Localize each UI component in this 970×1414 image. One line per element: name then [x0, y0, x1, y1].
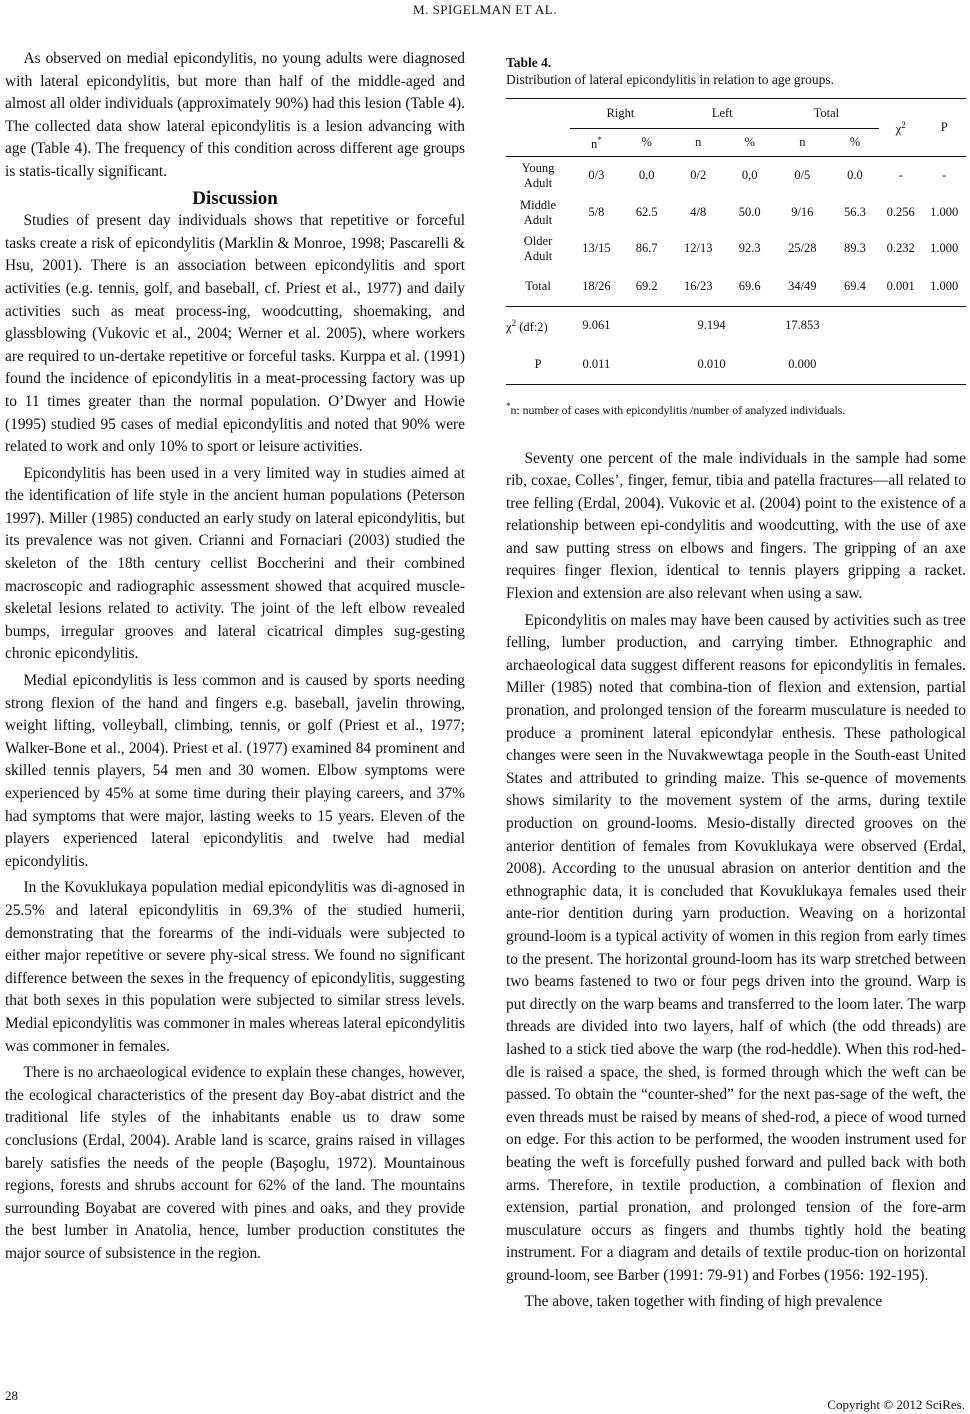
- table-cell: 0.000: [774, 345, 831, 385]
- table-cell: 12/13: [683, 241, 713, 256]
- table-title: Distribution of lateral epicondylitis in relation to age groups.: [506, 72, 835, 87]
- row-label: Middle Adult: [519, 197, 557, 227]
- paragraph: Epicondylitis has been used in a very limited way in studies aimed at the identification of life style in the ancient human populations (Peterson 1997). Miller (1985) conducted an early study on lateral epicondylitis, but its prevalence was not given. Crianni and Fornaciari (2003) studied the skeleton of the 18th century cellist Boccherini and their combined macroscopic and radiographic assessment showed that acquired muscle-skeletal lesions related to activity. The joint of the left elbow revealed bumps, irregular grooves and lateral cicatrical dimples sug-gesting chronic epicondylitis.: [5, 464, 465, 663]
- table-4: [506, 98, 966, 385]
- paragraph: There is no archaeological evidence to explain these changes, however, the ecological characteristics of the present day Boy-abat district and the traditional life styles of the inhabitants enable us to draw some conclusions (Erdal, 2004). Arable land is scarce, grains raised in villages barely satisfies the needs of the people (Başoglu, 1972). Mountainous regions, forests and shrubs account for 62% of the land. The mountains surrounding Boyabat are covered with pines and oaks, and they provide the best lumber in Anatolia, hence, lumber production constitutes the major source of subsistence in the region.: [5, 1064, 465, 1262]
- table-header-row: [506, 99, 966, 129]
- table-cell: 18/26: [570, 267, 623, 307]
- table-group-header: Right: [570, 99, 671, 129]
- row-label: $\chi^2$ (df:2): [506, 318, 548, 335]
- table-cell: 69.4: [831, 267, 879, 307]
- table-cell: 17.853: [785, 318, 820, 333]
- table-cell: 0.256: [886, 205, 915, 220]
- table-chi-row: [506, 307, 966, 345]
- table-chi-header: $\chi^2$: [879, 99, 922, 157]
- table-subheader: n: [671, 129, 726, 157]
- row-label: Total: [506, 267, 570, 307]
- table-cell: -: [898, 168, 903, 183]
- paragraph: Epicondylitis on males may have been caused by activities such as tree felling, lumber production, and carrying timber. Ethnographic and archaeological data suggest different reasons for epicondylitis in females. Miller (1985) noted that combina-tion of flexion and extension, partial pronation, and prolonged tension of the forearm musculature is needed to produce a prominent lateral epicondylar enthesis. These pathological changes were seen in the Nuvakwewtaga people in the South-east United States and attributed to grinding maize. This se-quence of movements shows similarity to the movement system of the arms, during textile production on ground-looms. Mesio-distally directed grooves on the anterior dentition of females from Kovuklukaya were observed (Erdal, 2008). According to the unusual abrasion on anterior dentition and the ethnographic data, it is concluded that Kovuklukaya females used their ante-rior dentition during yarn production. Weaving on a horizontal ground-loom is a typical activity of women in this region from early times to the present. The horizontal ground-loom has its warp stretched between two beams fastened to two or four pegs driven into the ground. Warp is put directly on the warp beams and transferred to the loom later. The warp threads are divided into two layers, half of which (the odd threads) are lashed to a stick tied above the warp (the rod-heddle). When this rod-hed-dle is raised a space, the shed, is formed through which the weft can be passed. To obtain the “counter-shed” for the next pas-sage of the weft, the even threads must be raised by means of shed-rod, a piece of wood turned on edge. For this action to be performed, the wooden instrument used for beating the weft is forcefully pushed forward and pulled back with both arms. Therefore, in textile production, a combination of flexion and extension, partial pronation, and prolonged tension of the fore-arm musculature occurs as fingers and thumbs tightly hold the beating instrument. For a diagram and details of textile produc-tion on horizontal ground-loom, see Barber (1991: 79-91) and Forbes (1956: 192-195).: [506, 611, 966, 1284]
- table-cell: 1.000: [922, 267, 966, 307]
- table-cell: 86.7: [635, 241, 658, 256]
- table-subheader: %: [831, 129, 879, 157]
- table-cell: 1.000: [930, 241, 959, 256]
- table-cell: 69.2: [623, 267, 671, 307]
- table-cell: 0,0: [638, 168, 655, 183]
- table-cell: 13/15: [582, 241, 611, 256]
- table-cell: 89.3: [844, 241, 866, 256]
- table-cell: -: [942, 168, 947, 183]
- row-label: P: [506, 345, 570, 385]
- table-cell: 0/5: [794, 168, 811, 183]
- table-cell: 69.6: [726, 267, 774, 307]
- paragraph: Medial epicondylitis is less common and is caused by sports needing strong flexion of the hand and fingers e.g. baseball, javelin throwing, weight lifting, volleyball, climbing, tennis, or golf (Priest et al., 1977; Walker-Bone et al., 2004). Priest et al. (1977) examined 84 prominent and skilled tennis players, 54 men and 30 women. Elbow symptoms were experienced by 45% at some time during their playing careers, and 37% had symptoms that were major, lasting weeks to 15 years. Eleven of the players experienced lateral epicondylitis and twelve had medial epicondylitis.: [5, 672, 465, 870]
- table-number: Table 4.: [506, 55, 552, 70]
- table-cell: 4/8: [690, 205, 707, 220]
- paragraph: Seventy one percent of the male individuals in the sample had some rib, coxae, Colles’, finger, femur, tibia and patella fractures—all related to tree felling (Erdal, 2004). Vukovic et al. (2004) point to the existence of a relationship between epi-condylitis and woodcutting, with the use of axe and saw putting stress on elbows and fingers. The gripping of an axe requires finger flexion, identical to tennis players gripping a racket. Flexion and extension are also relevant when using a saw.: [506, 449, 966, 603]
- section-heading-discussion: Discussion: [192, 187, 278, 209]
- table-subheader: %: [623, 129, 671, 157]
- table-caption: [506, 54, 966, 88]
- table-row: [506, 157, 966, 195]
- copyright-notice: Copyright © 2012 SciRes.: [827, 1397, 965, 1412]
- table-footnote: *n: number of cases with epicondylitis /number of analyzed individuals.: [506, 401, 846, 417]
- table-cell: 9.061: [582, 318, 611, 333]
- table-row-total: [506, 267, 966, 307]
- table-cell: 0/2: [690, 168, 707, 183]
- table-cell: 0.010: [671, 345, 726, 385]
- table-subheader: n*: [570, 129, 623, 157]
- table-cell: 9/16: [791, 205, 814, 220]
- page-number: 28: [5, 1388, 18, 1403]
- table-cell: 34/49: [774, 267, 831, 307]
- table-cell: 56.3: [844, 205, 866, 220]
- table-cell: 0.001: [879, 267, 922, 307]
- table-cell: 92.3: [738, 241, 761, 256]
- table-cell: 0/3: [588, 168, 605, 183]
- table-p-row: [506, 345, 966, 385]
- table-subheader: n: [774, 129, 831, 157]
- table-cell: 0,0: [741, 168, 758, 183]
- table-row: [506, 231, 966, 267]
- row-label: Older Adult: [523, 233, 553, 263]
- table-cell: 16/23: [671, 267, 726, 307]
- table-p-header: P: [922, 99, 966, 157]
- table-group-header: Left: [671, 99, 774, 129]
- table-cell: 0.232: [886, 241, 915, 256]
- table-cell: 0.011: [570, 345, 623, 385]
- running-header: M. SPIGELMAN ET AL.: [413, 2, 557, 17]
- table-cell: 5/8: [588, 205, 605, 220]
- table-cell: 50.0: [738, 205, 761, 220]
- table-group-header: Total: [774, 99, 879, 129]
- right-column: [506, 54, 966, 1314]
- table-cell: 25/28: [788, 241, 817, 256]
- table-cell: 1.000: [930, 205, 959, 220]
- table-cell: 62.5: [635, 205, 658, 220]
- paragraph: As observed on medial epicondylitis, no young adults were diagnosed with lateral epicondylitis, but more than half of the middle-aged and almost all older individuals (approximately 90%) had this lesion (Table 4). The collected data show lateral epicondylitis is a lesion advancing with age (Table 4). The frequency of this condition across different age groups is statis-tically significant.: [5, 50, 465, 180]
- paragraph: In the Kovuklukaya population medial epicondylitis was di-agnosed in 25.5% and lateral epicondylitis in 69.3% of the studied humerii, demonstrating that the forearms of the indi-viduals were subjected to either major repetitive or severe phy-sical stress. We found no significant difference between the sexes in the frequency of epicondylitis, suggesting that both sexes in this population were subjected to similar stress levels. Medial epicondylitis was commoner in males whereas lateral epicondylitis was commoner in females.: [5, 879, 465, 1055]
- left-column: [5, 48, 465, 1265]
- table-cell: 9.194: [697, 318, 726, 333]
- table-cell: 0.0: [847, 168, 863, 183]
- row-label: Young Adult: [521, 160, 555, 190]
- table-row: [506, 195, 966, 231]
- table-subheader: %: [726, 129, 774, 157]
- paragraph: Studies of present day individuals shows that repetitive or forceful tasks create a risk of epicondylitis (Marklin & Monroe, 1998; Pascarelli & Hsu, 2001). There is an association between epicondylitis and sport activities (e.g. tennis, golf, and baseball, cf. Priest et al., 1977) and daily activities such as meat process-ing, woodcutting, shoemaking, and glassblowing (Vukovic et al., 2004; Werner et al. 2005), where workers are required to un-dertake repetitive or forceful tasks. Kurppa et al. (1991) found the incidence of epicondylitis in a meat-processing factory was up to 11 times greater than the normal population. O’Dwyer and Howie (1995) studied 95 cases of medial epicondylitis and noted that 90% were related to work and only 10% to sport or leisure activities.: [5, 212, 465, 456]
- paragraph: The above, taken together with finding of high prevalence: [524, 1293, 883, 1311]
